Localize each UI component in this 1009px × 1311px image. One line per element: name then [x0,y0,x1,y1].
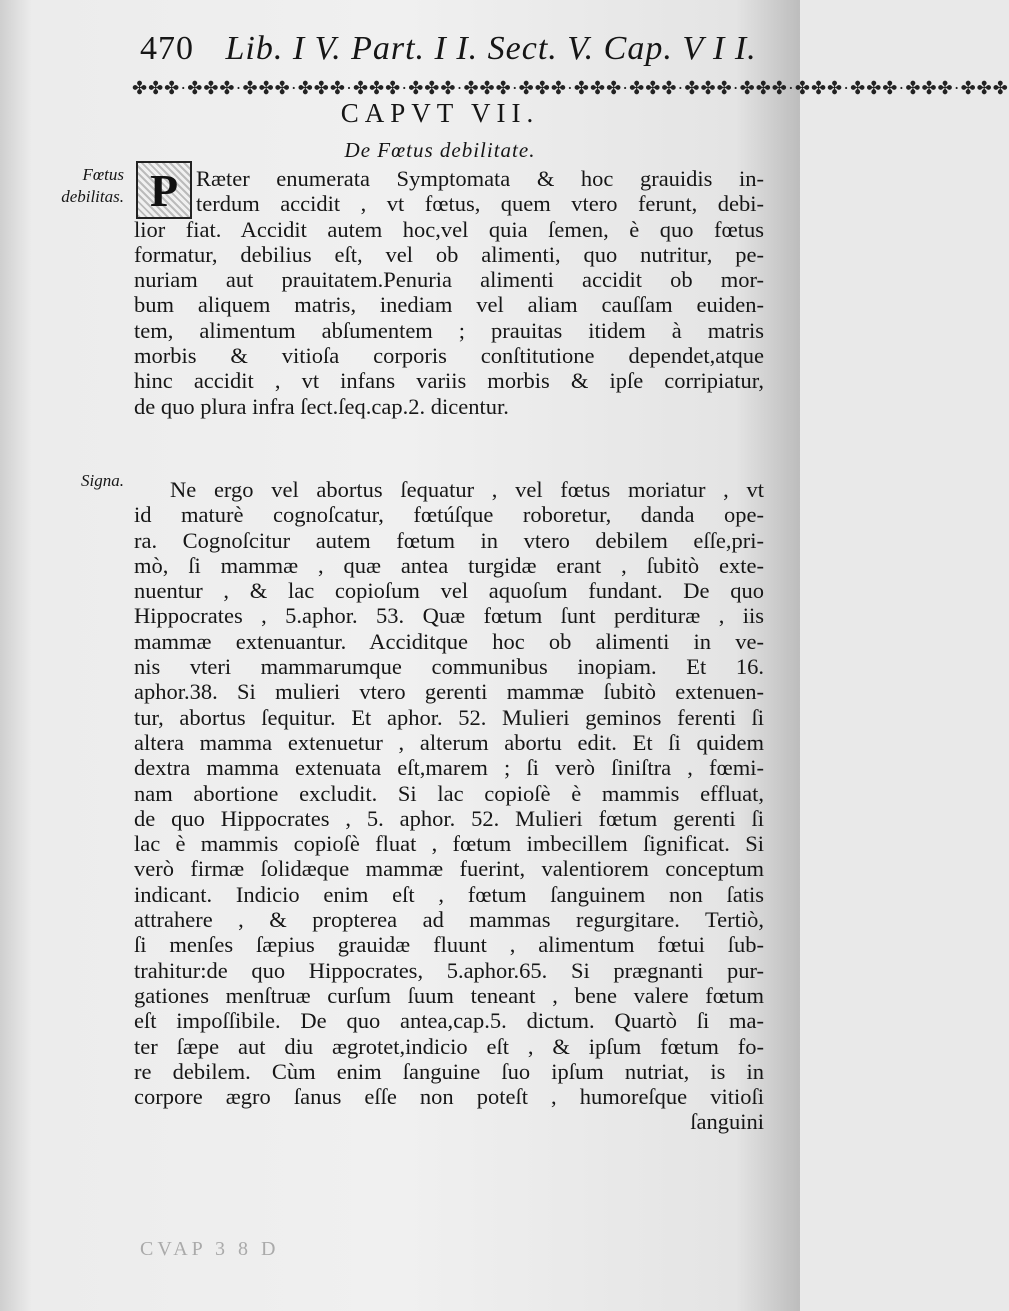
text-line: de quo plura infra ſect.ſeq.cap.2. dicentur. [134,393,509,419]
text-line: trahitur:de quo Hippocrates, 5.aphor.65. Si prægnanti pur- [134,957,764,983]
text-line: hinc accidit , vt infans variis morbis & ipſe corripiatur, [134,368,764,394]
text-line: nuriam aut prauitatem.Penuria alimenti accidit ob mor- [134,267,764,293]
page-number: 470 [140,30,194,67]
margin-note-foetus [38,164,124,208]
text-line: ra. Cognoſcitur autem fœtum in vtero debilem eſſe,pri- [134,527,764,553]
paragraph-2 [134,477,764,1135]
text-line: bum aliquem matris, inediam vel aliam cauſſam euiden- [134,292,764,318]
text-line: lior fiat. Accidit autem hoc,vel quia ſemen, è quo fœtus [134,216,764,242]
text-line: Ne ergo vel abortus ſequatur , vel fœtus moriatur , vt [170,477,764,502]
show-through-text: CVAP 3 8 D [140,1238,280,1260]
text-line: Ræter enumerata Symptomata & hoc grauidis in- [196,166,764,191]
text-line: ſi menſes ſæpius grauidæ fluunt , alimentum fœtui ſub- [134,932,764,958]
text-line: tur, abortus ſequitur. Et aphor. 52. Mulieri geminos ferenti ſi [134,704,764,730]
text-line: formatur, debilius eſt, vel ob alimenti, quo nutritur, pe- [134,241,764,267]
text-line: attrahere , & propterea ad mammas regurgitare. Tertiò, [134,907,764,933]
text-line: re debilem. Cùm enim ſanguine ſuo ipſum nutriat, is in [134,1058,764,1084]
text-line: nam abortione excludit. Si lac copioſè è mammis effluat, [134,780,764,806]
text-line: gationes menſtruæ curſum ſuum teneant , bene valere fœtum [134,982,764,1008]
ornament-band: ✤✤✤·✤✤✤·✤✤✤·✤✤✤·✤✤✤·✤✤✤·✤✤✤·✤✤✤·✤✤✤·✤✤✤·✤✤✤·✤✤✤·✤✤✤·✤✤✤·✤✤✤·✤✤✤ [132,78,1009,98]
chapter-title: CAPVT VII. [340,98,540,128]
text-line: nis vteri mammarumque communibus inopiam. Et 16. [134,654,764,680]
text-line: morbis & vitioſa corporis conſtitutione dependet,atque [134,343,764,369]
margin-note-line: debilitas. [61,187,124,206]
text-line: nuentur , & lac copioſum vel aquoſum fundant. De quo [134,578,764,604]
text-line: ſanguini [690,1109,764,1135]
text-line: Hippocrates , 5.aphor. 53. Quæ fœtum ſunt perdituræ , iis [134,603,764,629]
text-line: ter ſæpe aut diu ægrotet,indicio eſt , & ipſum fœtum fo- [134,1033,764,1059]
text-line: terdum accidit , vt fœtus, quem vtero ferunt, debi- [196,191,764,217]
text-line: indicant. Indicio enim eſt , fœtum ſanguinem non ſatis [134,881,764,907]
margin-note-line: Fœtus [82,165,124,184]
paragraph-1 [134,166,764,419]
running-header [140,30,757,70]
text-line: id maturè cognoſcatur, fœtúſque roboretur, danda ope- [134,502,764,528]
text-line: verò firmæ ſolidæque mammæ fuerint, valentiorem conceptum [134,856,764,882]
chapter-subtitle: De Fœtus debilitate. [344,138,536,162]
text-line: corpore ægro ſanus eſſe non poteſt , humoreſque vitioſi [134,1084,764,1110]
text-line: lac è mammis copioſè fluat , fœtum imbecillem ſignificat. Si [134,831,764,857]
text-line: eſt impoſſibile. De quo antea,cap.5. dictum. Quartò ſi ma- [134,1008,764,1034]
running-title: Lib. I V. Part. I I. Sect. V. Cap. V I I. [225,30,757,67]
drop-cap: P [136,161,192,219]
margin-note-signa: Signa. [81,471,124,490]
text-line: dextra mamma extenuata eſt,marem ; ſi verò ſiniſtra , fœmi- [134,755,764,781]
text-line: aphor.38. Si mulieri vtero gerenti mammæ ſubitò extenuen- [134,679,764,705]
text-line: de quo Hippocrates , 5. aphor. 52. Mulieri fœtum gerenti ſi [134,805,764,831]
text-line: mò, ſi mammæ , quæ antea turgidæ erant , ſubitò exte- [134,552,764,578]
text-line: altera mamma extenuetur , alterum abortu edit. Et ſi quidem [134,729,764,755]
text-line: mammæ extenuantur. Acciditque hoc ob alimenti in ve- [134,628,764,654]
text-line: tem, alimentum abſumentem ; prauitas itidem à matris [134,317,764,343]
